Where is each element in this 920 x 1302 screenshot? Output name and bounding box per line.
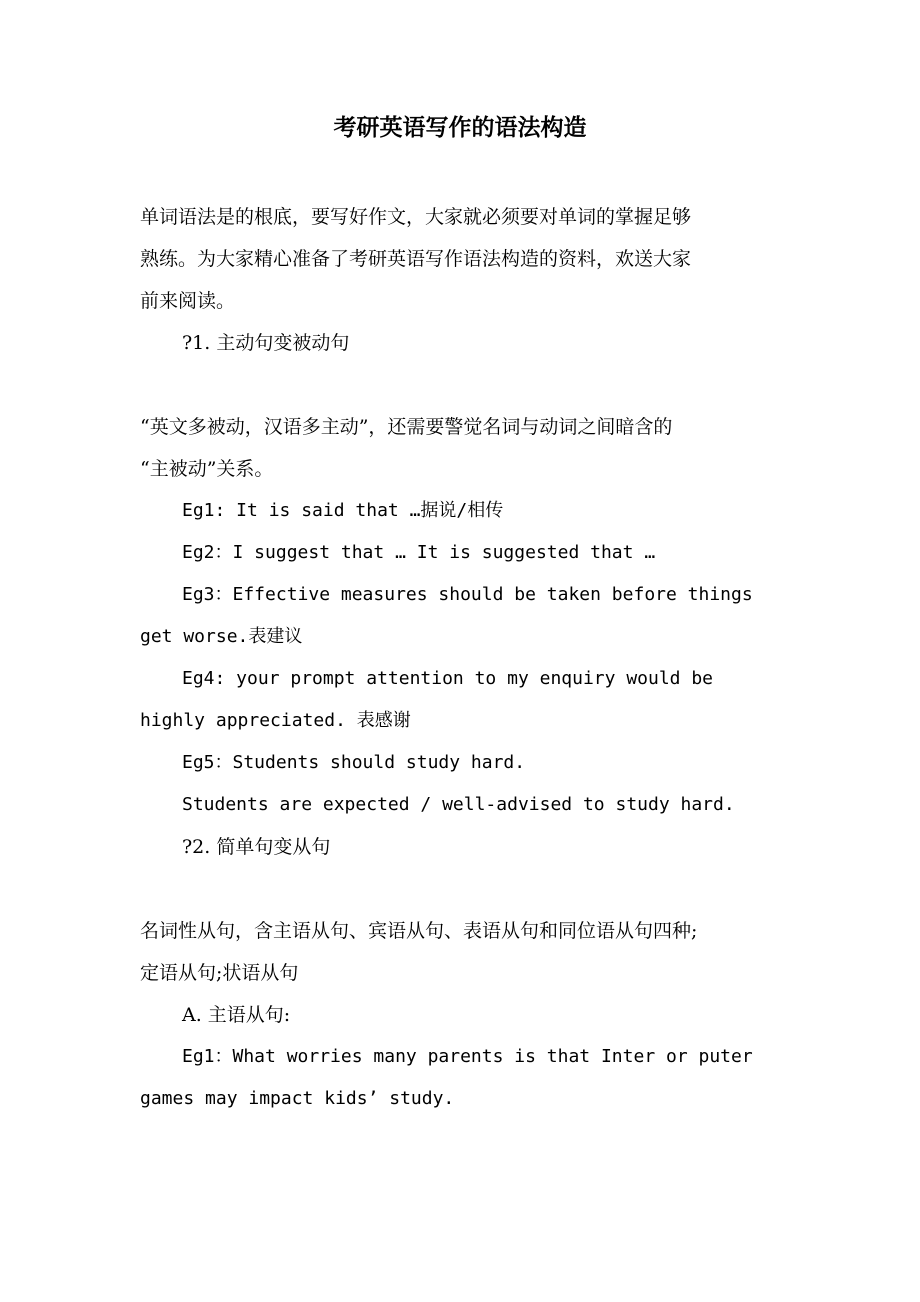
- intro-line-1: 单词语法是的根底，要写好作文，大家就必须要对单词的掌握足够: [140, 206, 692, 228]
- section1-heading: ?1. 主动句变被动句: [182, 332, 350, 354]
- section1-desc-line-1: “英文多被动，汉语多主动”，还需要警觉名词与动词之间暗含的: [140, 416, 673, 438]
- document-title: 考研英语写作的语法构造: [333, 115, 587, 141]
- example-3-line-1: Eg3：Effective measures should be taken before things: [182, 584, 753, 605]
- intro-line-3: 前来阅读。: [140, 290, 236, 312]
- document-body: [140, 196, 780, 1120]
- section2-desc-line-2: 定语从句;状语从句: [140, 962, 299, 984]
- example-1: Eg1: It is said that …据说/相传: [182, 500, 504, 521]
- example-2: Eg2：I suggest that … It is suggested that …: [182, 542, 656, 563]
- example-4-line-1: Eg4: your prompt attention to my enquiry would be: [182, 668, 714, 689]
- spacer: [140, 364, 780, 406]
- intro-line-2: 熟练。为大家精心准备了考研英语写作语法构造的资料，欢送大家: [140, 248, 692, 270]
- subsection-a-example-1-line-1: Eg1：What worries many parents is that Inter or puter: [182, 1046, 753, 1067]
- example-5: Eg5：Students should study hard.: [182, 752, 526, 773]
- section1-desc-line-2: “主被动”关系。: [140, 458, 274, 480]
- spacer: [140, 868, 780, 910]
- section2-heading: ?2. 简单句变从句: [182, 836, 331, 858]
- example-4-line-2: highly appreciated. 表感谢: [140, 710, 411, 731]
- subsection-a-heading: A. 主语从句:: [182, 1004, 291, 1026]
- example-5-rewrite: Students are expected / well-advised to study hard.: [182, 794, 735, 815]
- section2-desc-line-1: 名词性从句，含主语从句、宾语从句、表语从句和同位语从句四种;: [140, 920, 698, 942]
- subsection-a-example-1-line-2: games may impact kids’ study.: [140, 1088, 455, 1109]
- example-3-line-2: get worse.表建议: [140, 626, 303, 647]
